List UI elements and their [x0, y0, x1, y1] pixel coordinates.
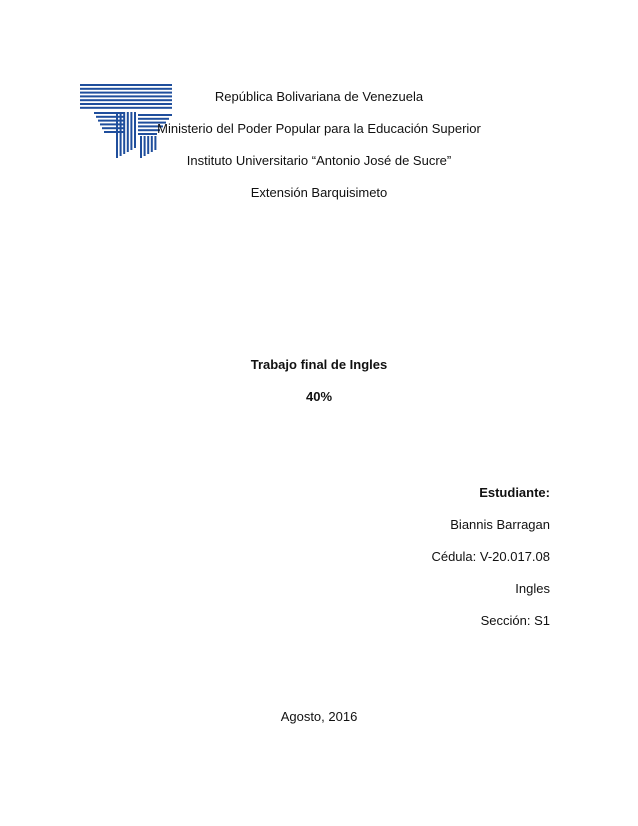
document-title: Trabajo final de Ingles — [250, 357, 388, 372]
student-name: Biannis Barragan — [450, 517, 550, 532]
student-heading: Estudiante: — [479, 485, 550, 500]
title-percentage: 40% — [305, 389, 333, 404]
header-extension: Extensión Barquisimeto — [250, 185, 388, 200]
student-id: Cédula: V-20.017.08 — [431, 549, 550, 564]
student-section: Sección: S1 — [480, 613, 550, 628]
document-date: Agosto, 2016 — [280, 709, 358, 724]
student-subject: Ingles — [515, 581, 550, 596]
header-ministry: Ministerio del Poder Popular para la Educación Superior — [157, 121, 481, 136]
header-republic: República Bolivariana de Venezuela — [214, 89, 424, 104]
header-institute: Instituto Universitario “Antonio José de Sucre” — [186, 153, 452, 168]
